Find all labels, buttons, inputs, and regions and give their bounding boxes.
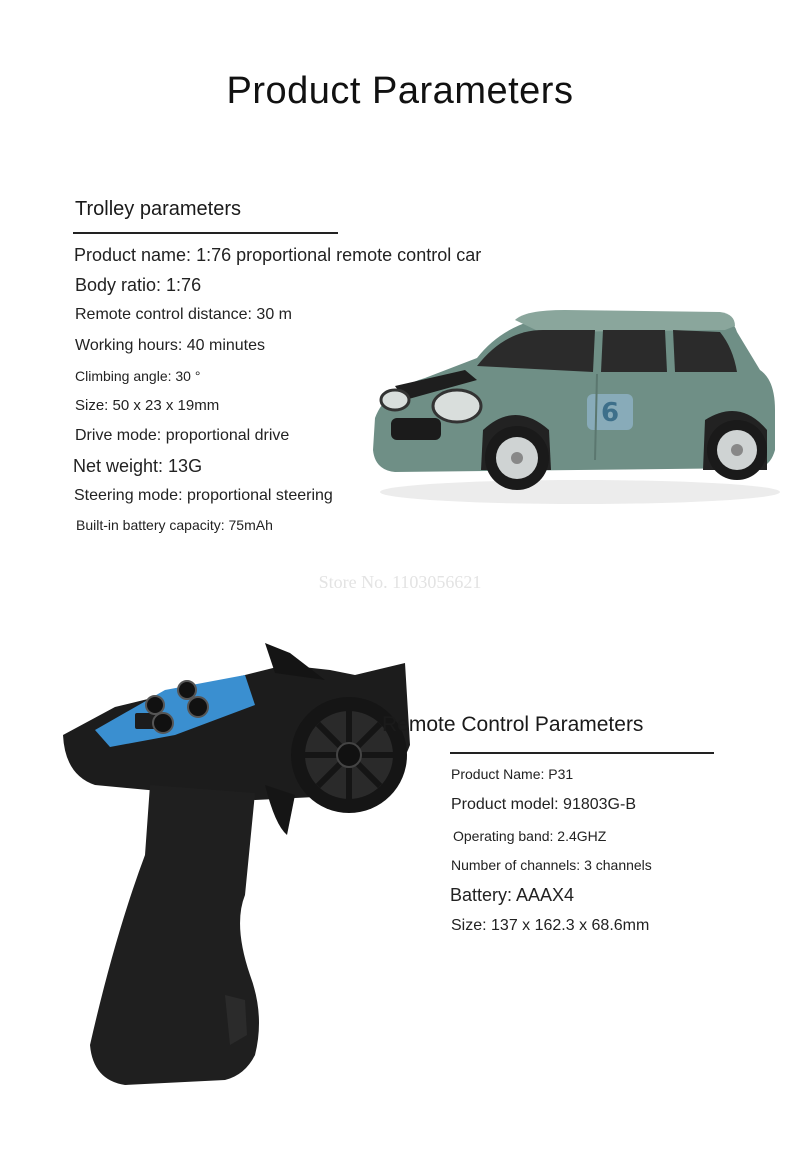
spec-size: Size: 50 x 23 x 19mm <box>75 397 220 414</box>
spec-body-ratio: Body ratio: 1:76 <box>75 275 202 295</box>
trolley-heading-rule <box>73 232 338 234</box>
spec-steering-mode: Steering mode: proportional steering <box>74 487 333 504</box>
rc-car-image <box>365 300 785 510</box>
spec-net-weight: Net weight: 13G <box>73 456 203 476</box>
svg-text:6: 6 <box>600 398 620 428</box>
spec-climbing-angle: Climbing angle: 30 ° <box>75 368 201 384</box>
spec-control-distance: Remote control distance: 30 m <box>75 306 292 323</box>
spec-working-hours: Working hours: 40 minutes <box>75 337 266 354</box>
spec-remote-channels: Number of channels: 3 channels <box>451 857 652 873</box>
store-watermark: Store No. 1103056621 <box>318 572 482 592</box>
spec-drive-mode: Drive mode: proportional drive <box>75 427 290 444</box>
spec-remote-band: Operating band: 2.4GHZ <box>453 828 607 844</box>
trolley-heading: Trolley parameters <box>75 198 241 220</box>
spec-battery-capacity: Built-in battery capacity: 75mAh <box>76 517 273 533</box>
remote-heading: Remote Control Parameters <box>382 713 644 736</box>
spec-remote-model: Product model: 91803G-B <box>451 796 636 813</box>
remote-heading-rule <box>450 752 714 754</box>
page-title: Product Parameters <box>226 70 574 112</box>
spec-remote-size: Size: 137 x 162.3 x 68.6mm <box>451 917 650 934</box>
spec-remote-battery: Battery: AAAX4 <box>450 885 575 905</box>
remote-controller-image <box>55 635 415 1115</box>
spec-product-name: Product name: 1:76 proportional remote control car <box>74 245 482 265</box>
spec-remote-product-name: Product Name: P31 <box>451 766 574 782</box>
